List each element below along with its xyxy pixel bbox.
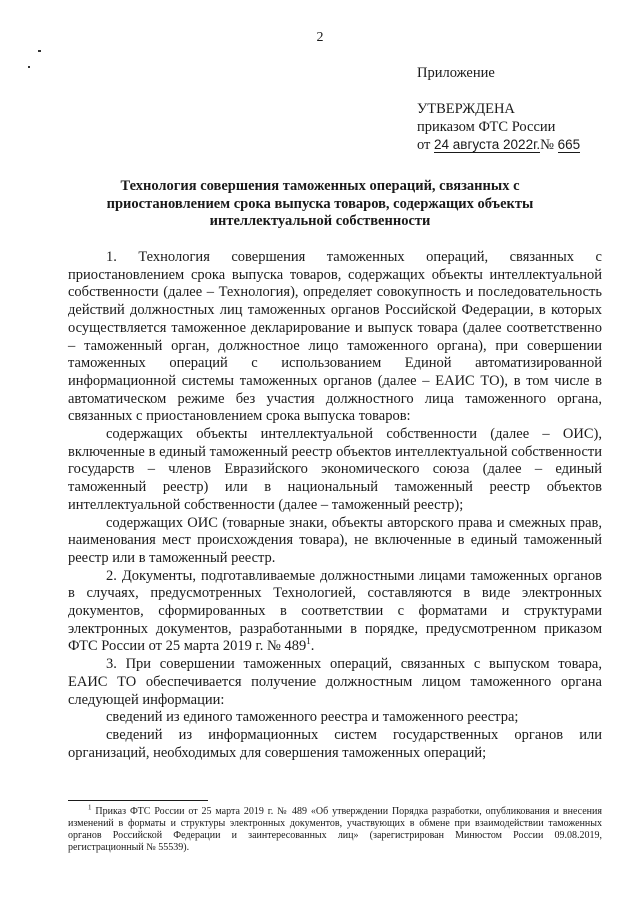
number-prefix: № xyxy=(540,137,554,153)
approved-label: УТВЕРЖДЕНА xyxy=(417,101,515,117)
scan-speck xyxy=(28,66,30,68)
document-body xyxy=(68,249,602,762)
order-date: 24 августа 2022г. xyxy=(434,137,541,152)
paragraph: сведений из информационных систем государственных органов или организаций, необходимых для совершения таможенных операций; xyxy=(68,726,602,761)
paragraph: 1. Технология совершения таможенных операций, связанных с приостановлением срока выпуска товаров, содержащих объекты интеллектуальной собственности (далее – Технология), определяет совокупность и последовательность действий должностных лиц таможенных органов Российской Федерации, в которых осуществляется таможенное декларирование и выпуск товара (далее соответственно – таможенный орган, должностное лицо таможенного органа), при совершении таможенных операций с использованием Единой автоматизированной информационной системы таможенных органов (далее – ЕАИС ТО), в том числе в автоматическом режиме без участия должностного лица таможенного органа, связанных с приостановлением срока выпуска товаров: xyxy=(68,249,602,425)
paragraph: содержащих объекты интеллектуальной собственности (далее – ОИС), включенные в единый таможенный реестр объектов интеллектуальной собственности государств – членов Евразийского экономического союза (далее – единый таможенный реестр) или в национальный таможенный реестр объектов интеллектуальной собственности (далее – таможенный реестр); xyxy=(68,426,602,513)
page-number: 2 xyxy=(316,30,324,45)
paragraph: сведений из единого таможенного реестра и таможенного реестра; xyxy=(106,709,519,726)
paragraph-end: . xyxy=(310,638,315,655)
order-number: 665 xyxy=(557,137,581,152)
order-date-number xyxy=(417,136,580,154)
paragraph: содержащих ОИС (товарные знаки, объекты авторского права и смежных прав, наименования мест происхождения товара), не включенные в единый таможенный реестр или в таможенный реестр. xyxy=(68,514,602,566)
appendix-label: Приложение xyxy=(417,65,495,81)
from-prefix: от xyxy=(417,137,431,153)
footnote-ref: 1 xyxy=(306,636,311,647)
footnote-text: Приказ ФТС России от 25 марта 2019 г. № 489 «Об утверждении Порядка разработки, опубликования и внесения изменений в форматы и структуры электронных документов, участвующих в обмене при взаимодействии таможенных органов Российской Федерации и заинтересованных лиц» (зарегистрирован Минюстом России 09.08.2019, регистрационный № 55539). xyxy=(68,806,602,853)
footnote xyxy=(68,803,602,854)
paragraph: 3. При совершении таможенных операций, связанных с выпуском товара, ЕАИС ТО обеспечивается получение должностным лицом таможенного органа следующей информации: xyxy=(68,656,602,708)
document-title: Технология совершения таможенных операций, связанных с приостановлением срока выпуска товаров, содержащих объекты интеллектуальной собственности xyxy=(106,178,534,229)
approval-stamp xyxy=(417,64,580,154)
paragraph-text: 2. Документы, подготавливаемые должностными лицами таможенных органов в случаях, предусмотренных Технологией, составляются в виде электронных документов, сформированных в соответствии с форматами и структурами электронных документов, разработанными в порядке, предусмотренном приказом ФТС России от 25 марта 2019 г. № 489 xyxy=(68,567,602,655)
approved-by-order: приказом ФТС России xyxy=(417,119,556,135)
paragraph xyxy=(68,568,602,657)
footnote-divider xyxy=(68,800,208,801)
footnote-marker: 1 xyxy=(88,803,92,812)
scan-speck xyxy=(38,50,41,52)
footnote-paragraph xyxy=(68,803,602,854)
